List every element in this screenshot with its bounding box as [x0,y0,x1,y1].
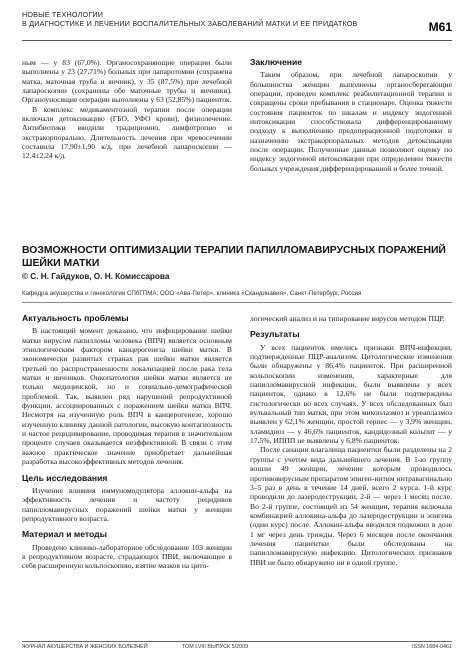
paragraph: Проведено клинико-лабораторное обследование 103 женщин в репродуктивном возрасте, страдающих ПВИ, включающее в себя расширенную кольпоскопию, взятие мазков на цито- [22,542,232,571]
page-footer [22,641,452,652]
paragraph: После санации влагалища пациентки были разделены на 2 группы с учетом вида дальнейшего лечения. В 1-ю группу вошли 49 женщин, лечение которым проводилось противовирусным препаратом эпиген-интим интравагинально 3–5 раз в день в течение 14 дней, всего 2 курса. 1-й курс проводили до лазеродеструкции, 2-й — через 1 месяц после. Во 2-й группе, состоящей из 54 женщин, терапия включала комбинацией аллокина-альфа до лазеродеструкции и эпигена (один курс) после. Аллокин-альфа вводился подкожно в дозе 1 мг через день трижды. Через 6 месяцев после окончания лечения пациентки были обследованы на папилломавирусную инфекцию. Цитологических признаков ПВИ не было обнаружено ни в одной группе. [250,445,452,567]
conclusion-section [250,58,452,173]
footer-issue: ТОМ LVIII ВЫПУСК 5/2009 [182,644,249,650]
header-line-1: НОВЫЕ ТЕХНОЛОГИИ [22,10,104,19]
paragraph: У всех пациенток имелись признаки ВПЧ-инфекции, подтвержденные ПЦР-анализом. Цитологические изменения были обнаружены у 86,4% пациенток. При расширенной кольпоскопии изменения, характерные для папилломавирусной инфекции, были выявлены у всех пациенток, однако в 12,6% не были подтверждены гистологически во всех случаях. У всех обследованных был вульвальный тип матки, при этом микоплазмоз и уреаплазмоз выявлен у 62,1% женщин, простой герпес — у 3,9% женщин, хламидиоз — у 46,6% пациенток, кандидозный кольпит — у 17,5%, ИППП не выявлены у 6,8% пациенток. [250,342,452,446]
paragraph: Таким образом, при лечебной лапароскопии у большинства женщин выполнены органосберегающие операции, проведен комплекс реабилитационной терапии и сокращены сроки пребывания в стационаре. Оценка тяжести состояния пациенток по шкалам и индексу эндогенной интоксикации способствовала дифференцированному подходу к выполнению предоперационной подготовки и назначению экстракорпоральных методов детоксикации после операции. Полученные данные позволяют оценку по индексу эндогенной интоксикации при определении тяжести больных учреждения дифференцированной и более точной. [250,70,452,173]
article-authors: © С. Н. Гайдуков, О. Н. Комиссарова [22,272,170,281]
paragraph: В настоящий момент доказано, что инфицирование шейки матки вирусом папилломы человека (ВПЧ) является основным этиологическим фактором канцерогенеза шейки матки. В экономически развитых странах рак шейки матки является третьей по распространенности локализацией после рака тела матки и яичников. Онкопатология шейки матки является не только медицинской, но и социально-демографической проблемой. Так, выявлен ряд нарушений репродуктивной функции, ассоциированных с поражением шейки матки ВПЧ. Несмотря на изученную роль ВПЧ в канцерогенезе, хорошо изученную клинику данной патологии, высокую контагиозность и частое рецидивирование, проводимая терапия в значительном проценте случаев оказывается неэффективной. В связи с этим важное практическое значение приобретает дальнейшая разработка высокоэффективных методов лечения. [22,326,232,467]
divider [22,302,452,303]
section-heading: Результаты [250,329,300,340]
article-title: ВОЗМОЖНОСТИ ОПТИМИЗАЦИИ ТЕРАПИИ ПАПИЛЛОМАВИРУСНЫХ ПОРАЖЕНИЙ ШЕЙКИ МАТКИ [22,245,446,269]
footer-issn: ISSN 1684-0461 [412,644,452,650]
running-header [22,8,452,41]
section-heading: Заключение [250,57,303,67]
article-affiliation: Кафедра акушерства и гинекологии СПбГПМА; ООО «Ава-Петер», клиника «Скандинавия», Санкт-Петербург, Россия [22,290,362,297]
journal-section-title [22,10,402,28]
section-heading: Материал и методы [22,529,107,540]
paragraph: логический анализ и на типирование вирусов методом ПЦР. [250,314,445,323]
section-heading: Актуальность проблемы [22,313,129,323]
previous-article-tail [22,58,232,161]
section-heading: Цель исследования [22,472,108,483]
paragraph: ным — у 83 (67,0%). Органосохраняющие операции были выполнены у 23 (27,71%) больных при лапаротомии (сохранена матка, маточная труба и яичник), у 35 (87,5%) при лечебной лапароскопии (сохранены обе маточные трубы и яичники). Органоуносящие операции выполнены у 63 (52,85%) пациенток. [22,58,232,105]
header-line-2: В ДИАГНОСТИКЕ И ЛЕЧЕНИИ ВОСПАЛИТЕЛЬНЫХ ЗАБОЛЕВАНИЙ МАТКИ И ЕЕ ПРИДАТКОВ [22,19,358,28]
left-column-body [22,314,232,571]
right-column-body [250,314,452,567]
paragraph: Изучение влияния иммуномодулятора аллокин-альфа на эффективность лечения и частоту рецидивов папилломавирусных поражений шейки матки у женщин репродуктивного возраста. [22,485,232,523]
footer-journal: ЖУРНАЛ АКУШЕРСТВА И ЖЕНСКИХ БОЛЕЗНЕЙ [22,644,148,650]
paragraph: В комплекс медикаментозной терапии после операции включали детоксикацию (ГБО, УФО крови), физиолечение. Антибиотики вводили традиционно, лимфотропно и экстракорпорально. Длительность лечения при чревосечении составила 17,90±1,90 к/д, при лечебной лапароскопии — 12,4±2,24 к/д. [22,104,232,161]
page-number: М61 [428,20,452,34]
